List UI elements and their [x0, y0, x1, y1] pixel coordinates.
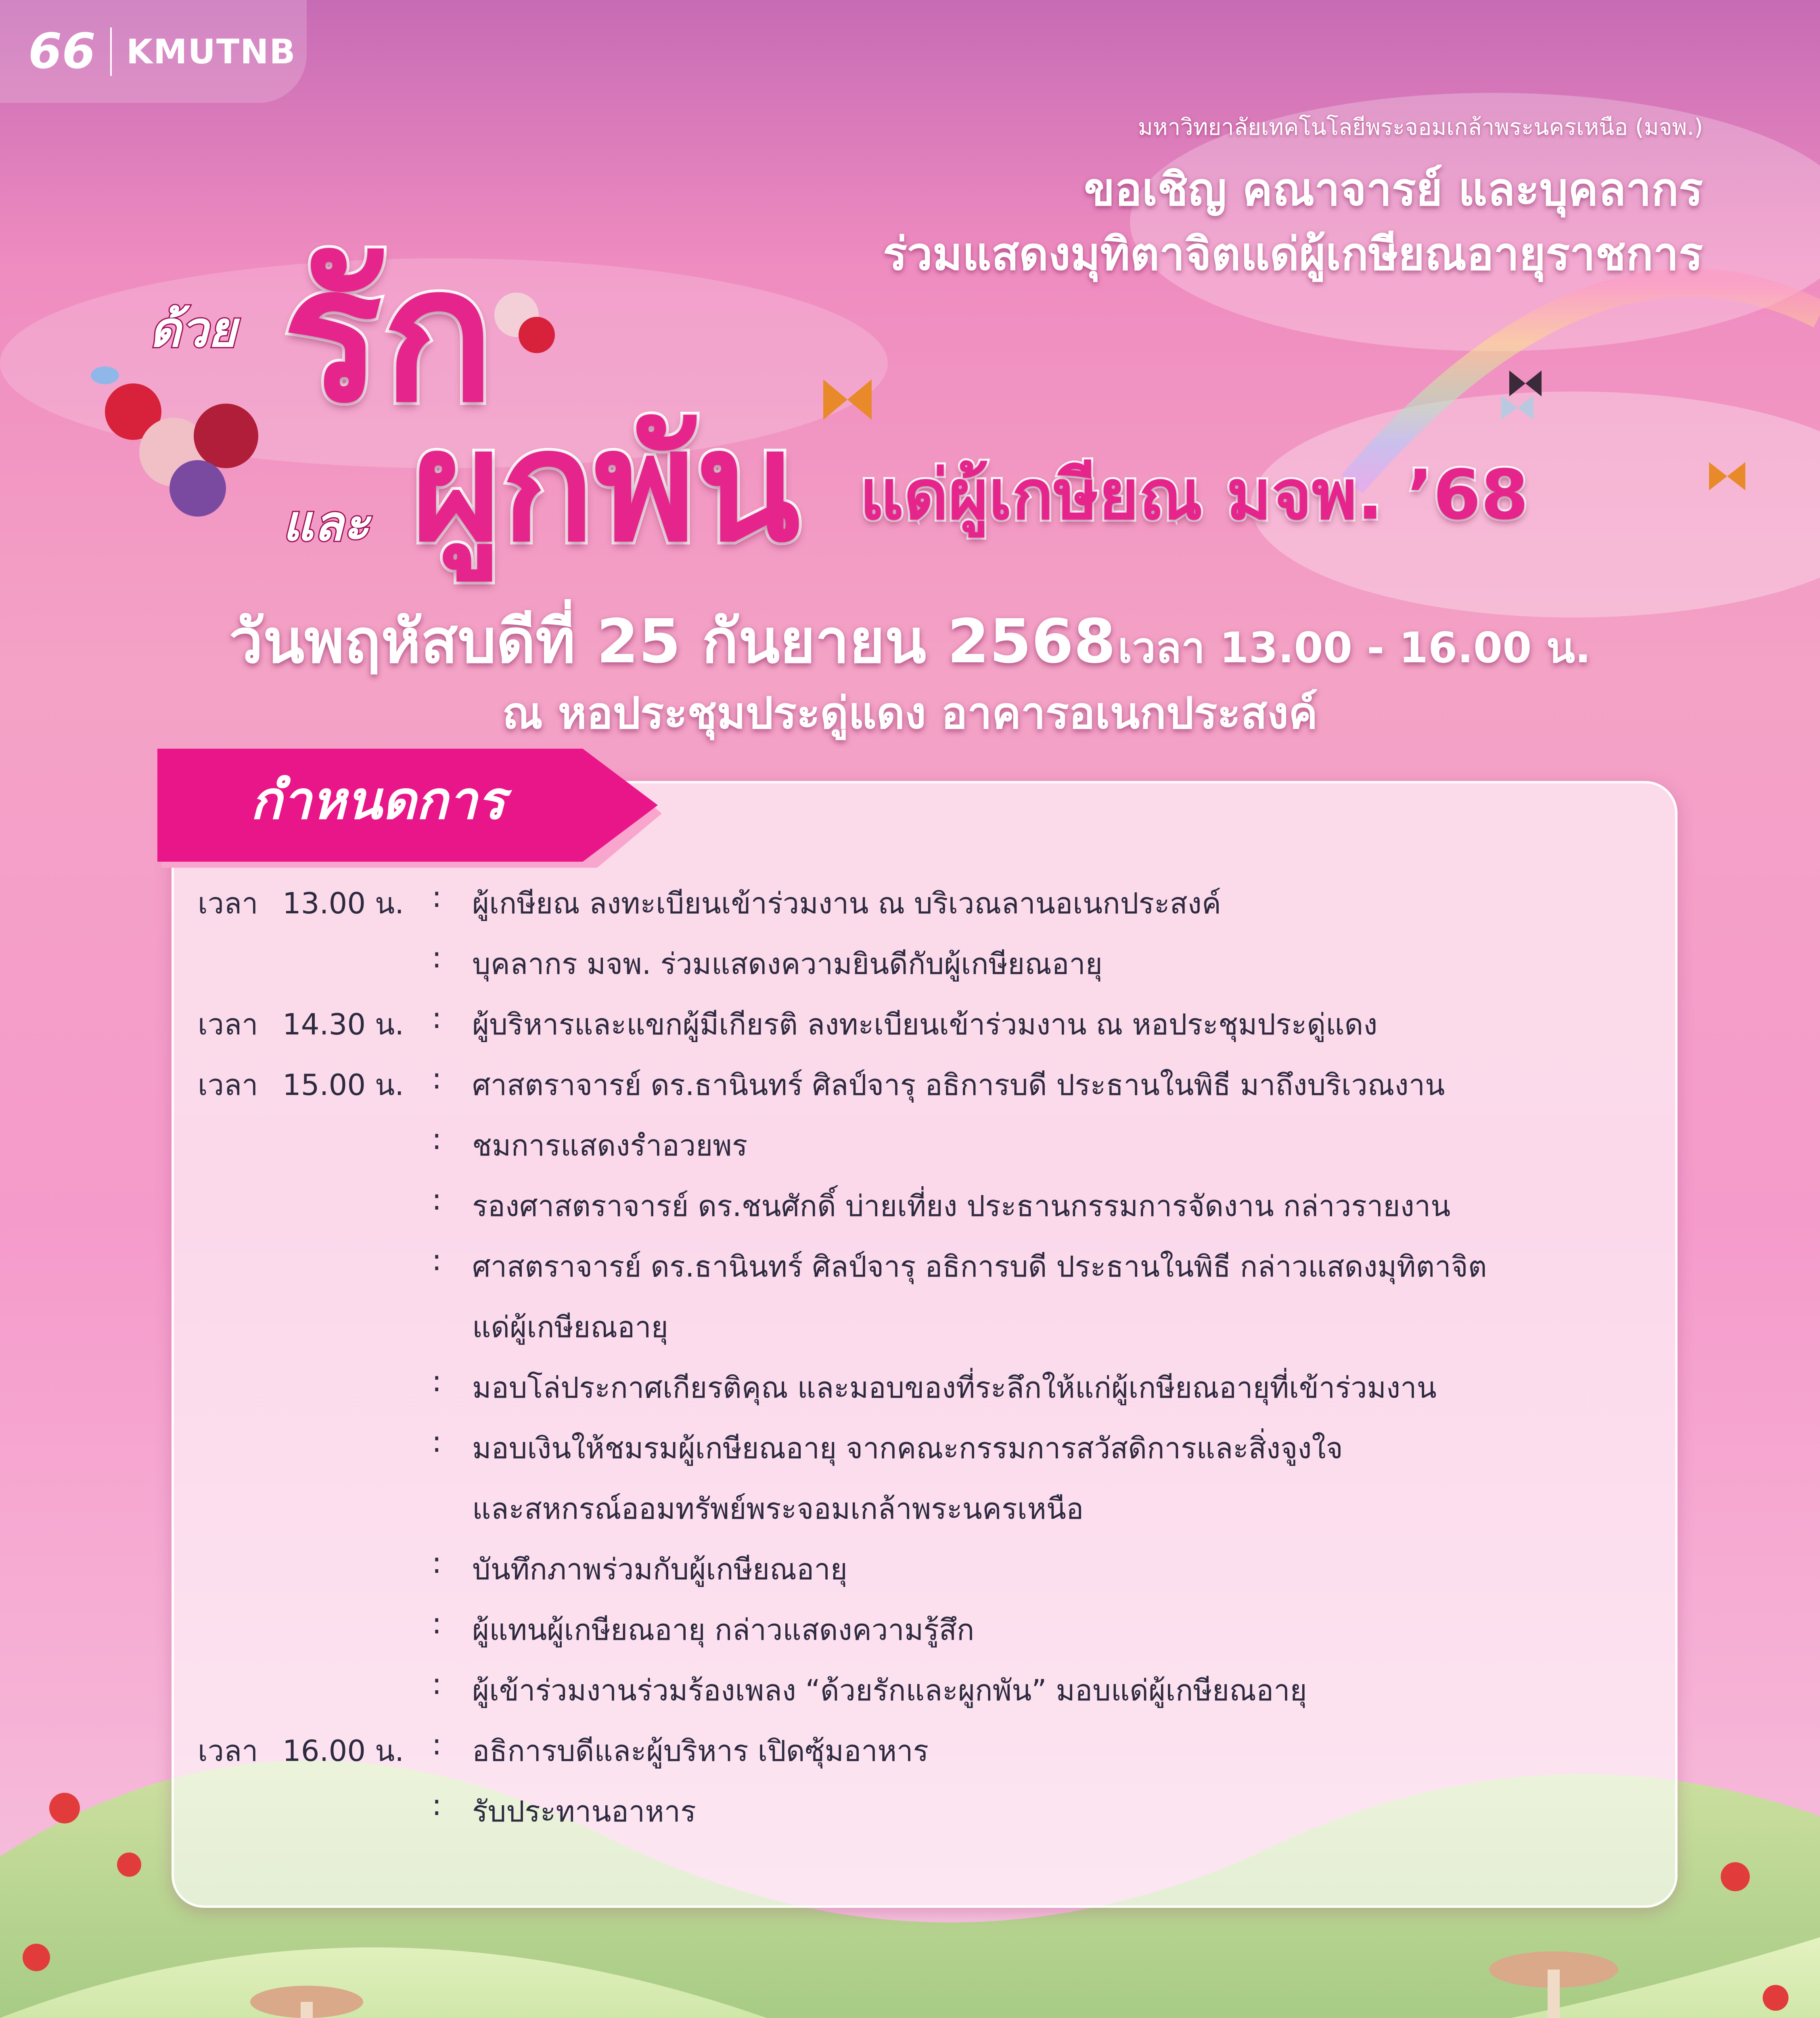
schedule-item-text: รองศาสตราจารย์ ดร.ชนศักดิ์ บ่ายเที่ยง ประธานกรรมการจัดงาน กล่าวรายงาน: [472, 1189, 1451, 1223]
schedule-item-text: แด่ผู้เกษียณอายุ: [472, 1310, 668, 1344]
schedule-time-label: เวลา: [198, 1068, 258, 1102]
event-date: วันพฤหัสบดีที่ 25 กันยายน 2568: [229, 607, 1116, 677]
schedule-colon: :: [432, 1001, 442, 1035]
title-word-rak: รัก: [282, 227, 495, 443]
brand-wordmark: KMUTNB: [126, 31, 296, 71]
title-suffix: แด่ผู้เกษียณ มจพ. ’68: [860, 455, 1529, 535]
logo-divider: [110, 27, 112, 76]
invitation-line-2: ร่วมแสดงมุทิตาจิตแด่ผู้เกษียณอายุราชการ: [883, 228, 1703, 281]
schedule-colon: :: [432, 1183, 442, 1216]
title-word-phuk: ผูกพัน: [412, 397, 800, 576]
schedule-item-text: รับประทานอาหาร: [472, 1794, 696, 1828]
schedule-colon: :: [432, 1243, 442, 1277]
invitation-line-1: ขอเชิญ คณาจารย์ และบุคลากร: [1084, 163, 1703, 216]
event-date-line: [0, 593, 1820, 689]
schedule-item-text: ศาสตราจารย์ ดร.ธานินทร์ ศิลป์จารุ อธิการบดี ประธานในพิธี กล่าวแสดงมุทิตาจิต: [472, 1250, 1487, 1283]
schedule-time: 14.30 น.: [282, 1007, 404, 1041]
schedule-colon: :: [432, 1788, 442, 1822]
schedule-item-text: ผู้เข้าร่วมงานร่วมร้องเพลง “ด้วยรักและผูกพัน” มอบแด่ผู้เกษียณอายุ: [472, 1673, 1307, 1707]
schedule-item-text: ชมการแสดงรำอวยพร: [472, 1128, 748, 1162]
schedule-colon: :: [432, 1364, 442, 1398]
schedule-time: 13.00 น.: [282, 886, 404, 920]
schedule-item-text: ผู้บริหารและแขกผู้มีเกียรติ ลงทะเบียนเข้าร่วมงาน ณ หอประชุมประดู่แดง: [472, 1007, 1378, 1041]
schedule-time: 16.00 น.: [282, 1734, 404, 1768]
schedule-time-label: เวลา: [198, 1734, 258, 1768]
schedule-colon: :: [432, 1061, 442, 1095]
schedule-colon: :: [432, 1546, 442, 1580]
schedule-colon: :: [432, 880, 442, 914]
event-time: เวลา 13.00 - 16.00 น.: [1117, 623, 1591, 672]
anniversary-66-mark: 66: [28, 23, 96, 80]
title-prefix: ด้วย: [149, 302, 236, 358]
schedule-time-label: เวลา: [198, 886, 258, 920]
schedule-colon: :: [432, 1425, 442, 1459]
schedule-item-text: บุคลากร มจพ. ร่วมแสดงความยินดีกับผู้เกษียณอายุ: [472, 947, 1102, 981]
schedule-colon: :: [432, 940, 442, 974]
schedule-item-text: บันทึกภาพร่วมกับผู้เกษียณอายุ: [472, 1552, 847, 1586]
university-name: มหาวิทยาลัยเทคโนโลยีพระจอมเกล้าพระนครเหนือ (มจพ.): [1138, 114, 1703, 140]
schedule-item-text: มอบโล่ประกาศเกียรติคุณ และมอบของที่ระลึกให้แก่ผู้เกษียณอายุที่เข้าร่วมงาน: [472, 1371, 1437, 1405]
schedule-colon: :: [432, 1667, 442, 1701]
schedule-colon: :: [432, 1122, 442, 1156]
schedule-time: 15.00 น.: [282, 1068, 404, 1102]
schedule-colon: :: [432, 1727, 442, 1761]
schedule-item-text: มอบเงินให้ชมรมผู้เกษียณอายุ จากคณะกรรมการสวัสดิการและสิ่งจูงใจ: [472, 1431, 1343, 1465]
title-connector: และ: [282, 496, 370, 552]
schedule-heading: กำหนดการ: [250, 770, 506, 831]
schedule-item-text: อธิการบดีและผู้บริหาร เปิดซุ้มอาหาร: [472, 1734, 929, 1768]
schedule-item-text: ผู้แทนผู้เกษียณอายุ กล่าวแสดงความรู้สึก: [472, 1613, 975, 1647]
schedule-item-text: ศาสตราจารย์ ดร.ธานินทร์ ศิลป์จารุ อธิการบดี ประธานในพิธี มาถึงบริเวณงาน: [472, 1068, 1445, 1102]
schedule-item-text: ผู้เกษียณ ลงทะเบียนเข้าร่วมงาน ณ บริเวณลานอเนกประสงค์: [472, 886, 1222, 920]
schedule-time-label: เวลา: [198, 1007, 258, 1041]
event-venue: ณ หอประชุมประดู่แดง อาคารอเนกประสงค์: [502, 688, 1318, 739]
schedule-item-text: และสหกรณ์ออมทรัพย์พระจอมเกล้าพระนครเหนือ: [472, 1492, 1084, 1526]
kmutnb-logo: [0, 0, 307, 103]
schedule-colon: :: [432, 1606, 442, 1640]
